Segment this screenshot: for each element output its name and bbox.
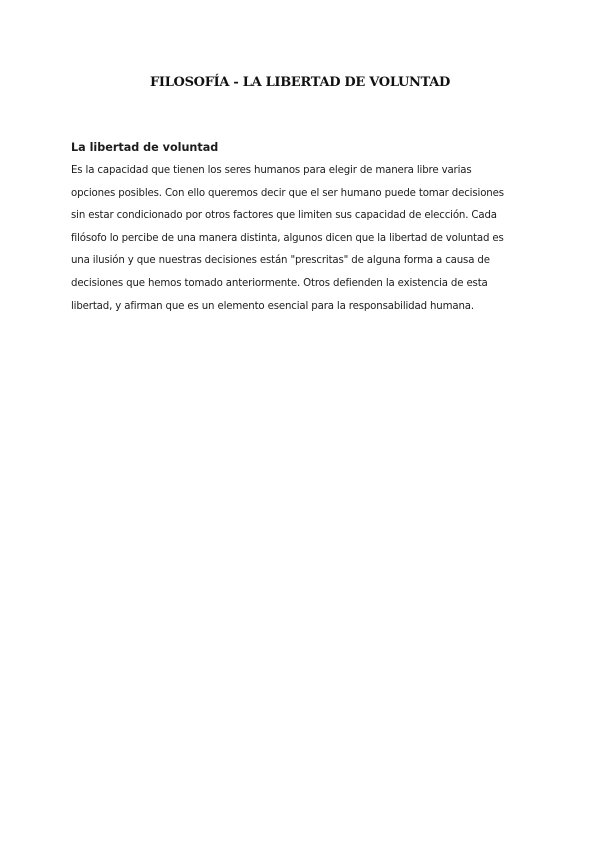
paragraph-line: opciones posibles. Con ello queremos decir que el ser humano puede tomar decisiones (71, 187, 504, 199)
section-libertad-de-voluntad (71, 140, 531, 318)
paragraph-line: sin estar condicionado por otros factores que limiten sus capacidad de elección. Cada (71, 210, 497, 222)
paragraph-line: filósofo lo percibe de una manera distinta, algunos dicen que la libertad de voluntad es (71, 232, 504, 244)
document-title: FILOSOFÍA - LA LIBERTAD DE VOLUNTAD (150, 75, 450, 90)
paragraph-line: decisiones que hemos tomado anteriormente. Otros defienden la existencia de esta (71, 277, 488, 289)
paragraph-line: libertad, y afirman que es un elemento esencial para la responsabilidad humana. (71, 300, 474, 312)
paragraph-line: una ilusión y que nuestras decisiones están "prescritas" de alguna forma a causa de (71, 255, 490, 267)
paragraph-line: Es la capacidad que tienen los seres humanos para elegir de manera libre varias (71, 165, 472, 176)
section-heading: La libertad de voluntad (71, 141, 219, 154)
section-paragraph (71, 160, 531, 318)
